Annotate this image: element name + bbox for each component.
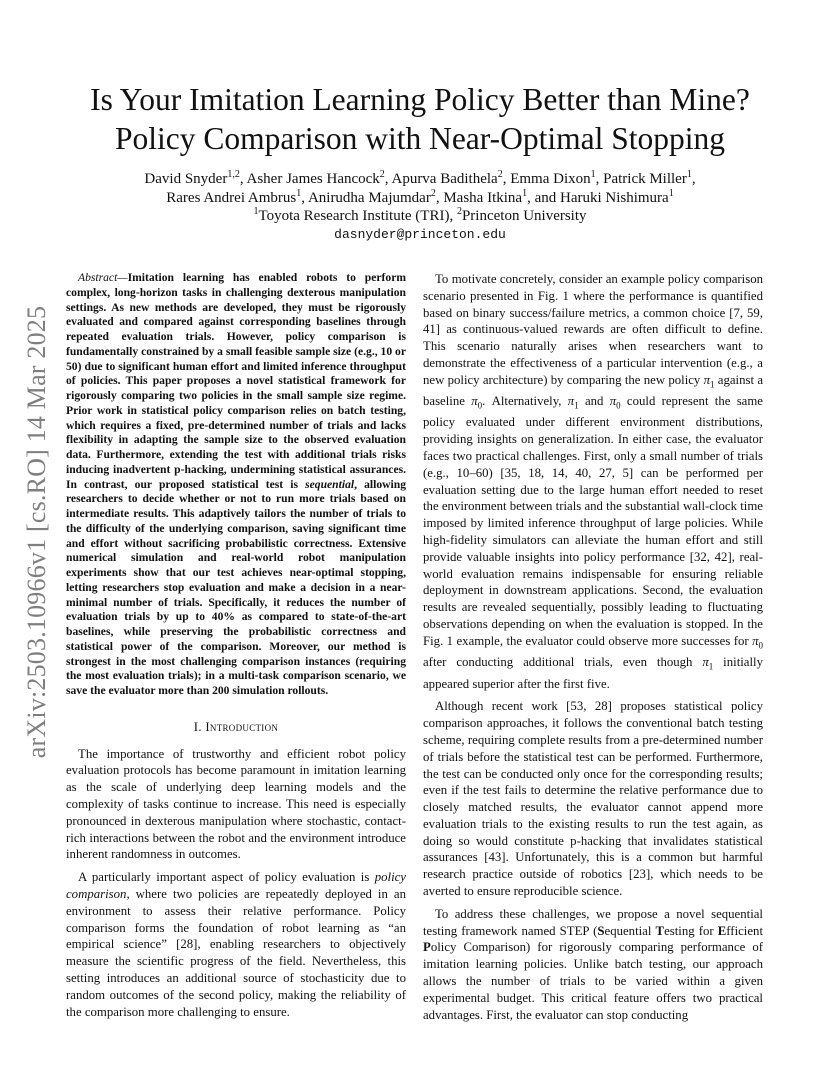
- section-heading: [66, 719, 406, 736]
- affiliation-mark: 1: [668, 187, 674, 199]
- contact-email[interactable]: dasnyder@princeton.edu: [334, 226, 506, 242]
- author-name: Patrick Miller: [603, 171, 687, 187]
- affiliation-1: Toyota Research Institute (TRI),: [258, 208, 457, 224]
- section-number: I.: [193, 719, 202, 734]
- emphasis-term: policy comparison: [66, 870, 406, 901]
- left-column: [66, 271, 406, 1020]
- math-pi1: $\pi_1$: [703, 372, 715, 390]
- affiliation-2: Princeton University: [461, 208, 587, 224]
- abstract-label: Abstract—: [78, 271, 128, 284]
- math-pi0: $\pi_0$: [752, 633, 763, 651]
- math-pi0: $\pi_0$: [609, 394, 621, 411]
- right-paragraph-1: To motivate concretely, consider an example policy comparison scenario presented in Fig. 1 where the performance is quantified based on binary success/failure metrics, a common choice [7, 59, 41] as continuous-valued rewards are often difficult to define. This scenario naturally arises when researchers want to demonstrate the effectiveness of a particular intervention (e.g., a new policy architecture) by comparing the new policy $\pi_1$ against a baseline $\pi_0$. Alternatively, $\pi_1$ and $\pi_0$ could represent the same policy evaluated under different environment distributions, providing insights on generalization. In either case, the evaluator faces two practical challenges. First, only a small number of trials (e.g., 10–60) [35, 18, 14, 40, 27, 5] can be performed per evaluation setting due to the large human effort needed to reset the environment between trials and the substantial wall-clock time imposed by limited inference throughput of large policies. While high-fidelity simulators can alleviate the human effort and still provide valuable insights into policy performance [32, 42], real-world evaluation remains indispensable for ensuring reliable deployment in downstream applications. Second, the evaluation results are revealed sequentially, possibly leading to fluctuating observations depending on when the evaluation is stopped. In the Fig. 1 example, the evaluator could observe more successes for $\pi_0$ after conducting additional trials, even though $\pi_1$ initially appeared superior after the first five.: [423, 272, 764, 691]
- arxiv-sidebar-stamp: [14, 282, 60, 782]
- arxiv-id: arXiv:2503.10966v1 [cs.RO] 14 Mar 2025: [22, 305, 51, 759]
- affiliation-mark: 1: [522, 187, 528, 199]
- author-name: David Snyder: [144, 171, 228, 187]
- abstract-text-1: Imitation learning has enabled robots to perform complex, long-horizon tasks in challenging dexterous manipulation settings. As new methods are developed, they must be rigorously evaluated and compared against corresponding baselines through repeated evaluation trials. However, policy comparison is fundamentally constrained by a small feasible sample size (e.g., 10 or 50) due to significant human effort and limited inference throughput of policies. This paper proposes a novel statistical framework for rigorously comparing two policies in the small sample size regime. Prior work in statistical policy comparison relies on batch testing, which requires a fixed, pre-determined number of trials and lacks flexibility in adapting the sample size to the observed evaluation data. Furthermore, extending the test with additional trials risks inducing inadvertent p-hacking, undermining statistical assurances. In contrast, our proposed statistical test is: [66, 271, 406, 491]
- right-paragraph-3: To address these challenges, we propose a novel sequential testing framework named STEP (Sequential Testing for Efficient Policy Comparison) for rigorously comparing performance of imitation learning policies. Unlike batch testing, our approach allows the number of trials to be varied within a given experimental budget. This critical feature offers two practical advantages. First, the evaluator can stop conducting: [423, 906, 763, 1022]
- author-name: Haruki Nishimura: [559, 189, 669, 206]
- author-name: Anirudha Majumdar: [307, 189, 431, 206]
- author-name: Asher James Hancock: [246, 171, 380, 187]
- affiliation-mark: 2: [456, 206, 462, 217]
- title-line-1: Is Your Imitation Learning Policy Better than Mine?: [90, 82, 750, 117]
- author-name: Emma Dixon: [510, 171, 591, 187]
- intro-paragraph-2: A particularly important aspect of policy evaluation is policy comparison, where two policies are repeatedly deployed in an environment to assess their relative performance. Policy comparison forms the foundation of robot learning as “an empirical science” [28], enabling researchers to objectively measure the scientific progress of the field. Nevertheless, this setting introduces an additional source of stochasticity due to random outcomes of the second policy, making the reliability of the comparison more challenging to ensure.: [66, 870, 406, 1019]
- affiliation-mark: 2: [379, 169, 385, 180]
- affiliation-mark: 1: [253, 206, 259, 217]
- section-title: Introduction: [205, 719, 279, 734]
- abstract-text-2: , allowing researchers to decide whether or not to run more trials based on intermediate results. This adaptively tailors the number of trials to the difficulty of the underlying comparison, saving significant time and effort without sacrificing probabilistic correctness. Extensive numerical simulation and real-world robot manipulation experiments show that our test achieves near-optimal stopping, letting researchers stop evaluation and make a decision in a near-minimal number of trials. Specifically, it reduces the number of evaluation trials by up to 40% as compared to state-of-the-art baselines, while preserving the probabilistic correctness and statistical power of the comparison. Moreover, our method is strongest in the most challenging comparison instances (requiring the most evaluation trials); in a multi-task comparison scenario, we save the evaluator more than 200 simulation rollouts.: [66, 477, 406, 697]
- paper-title: [40, 80, 800, 158]
- title-line-2: Policy Comparison with Near-Optimal Stopping: [114, 121, 726, 156]
- math-pi1: $\pi_1$: [702, 655, 714, 672]
- right-paragraph-2: Although recent work [53, 28] proposes statistical policy comparison approaches, it follows the conventional batch testing scheme, requiring complete results from a pre-determined number of trials before the statistical test can be performed. Furthermore, the test can be conducted only once for the corresponding results; even if the test fails to determine the relative performance due to closely matched results, the evaluator cannot append more evaluation trials to the existing results to run the test again, as doing so would constitute p-hacking that invalidates statistical assurances [43]. Unfortunately, this is a common but harmful research practice outside of robotics [23], which needs to be averted to ensure reproducible science.: [423, 699, 763, 899]
- affiliation-mark: 1: [296, 187, 302, 199]
- author-name: Rares Andrei Ambrus: [166, 189, 297, 206]
- author-block: [60, 170, 780, 244]
- affiliation-mark: 1,2: [227, 169, 240, 180]
- author-name: Masha Itkina: [443, 189, 523, 206]
- math-pi0: $\pi_0$: [471, 394, 483, 411]
- author-name: Apurva Badithela: [391, 171, 498, 187]
- intro-paragraph-1: The importance of trustworthy and efficient robot policy evaluation protocols has become paramount in imitation learning as the scale of underlying deep learning models and the complexity of tasks continue to increase. This need is especially pronounced in dexterous manipulation where stochastic, contact-rich interactions between the robot and the environment introduce inherent randomness in outcomes.: [66, 746, 406, 862]
- abstract-emphasis: sequential: [305, 477, 355, 491]
- affiliations: [60, 207, 780, 226]
- author-line-2: Rares Andrei Ambrus$^1$, Anirudha Majumdar$^2$, Masha Itkina$^1$, and Haruki Nishimura$^1$: [166, 187, 674, 206]
- affiliation-mark: 1: [686, 169, 692, 180]
- math-pi1: $\pi_1$: [567, 394, 579, 411]
- author-line-1: David Snyder$^{1,2}$, Asher James Hancock$^2$, Apurva Badithela$^2$, Emma Dixon$^1$, Patrick Miller$^1$,: [144, 169, 696, 187]
- right-column: [423, 271, 763, 1023]
- affiliation-mark: 2: [430, 187, 436, 199]
- affiliation-mark: 2: [497, 169, 503, 180]
- abstract: [66, 271, 406, 699]
- affiliation-mark: 1: [590, 169, 596, 180]
